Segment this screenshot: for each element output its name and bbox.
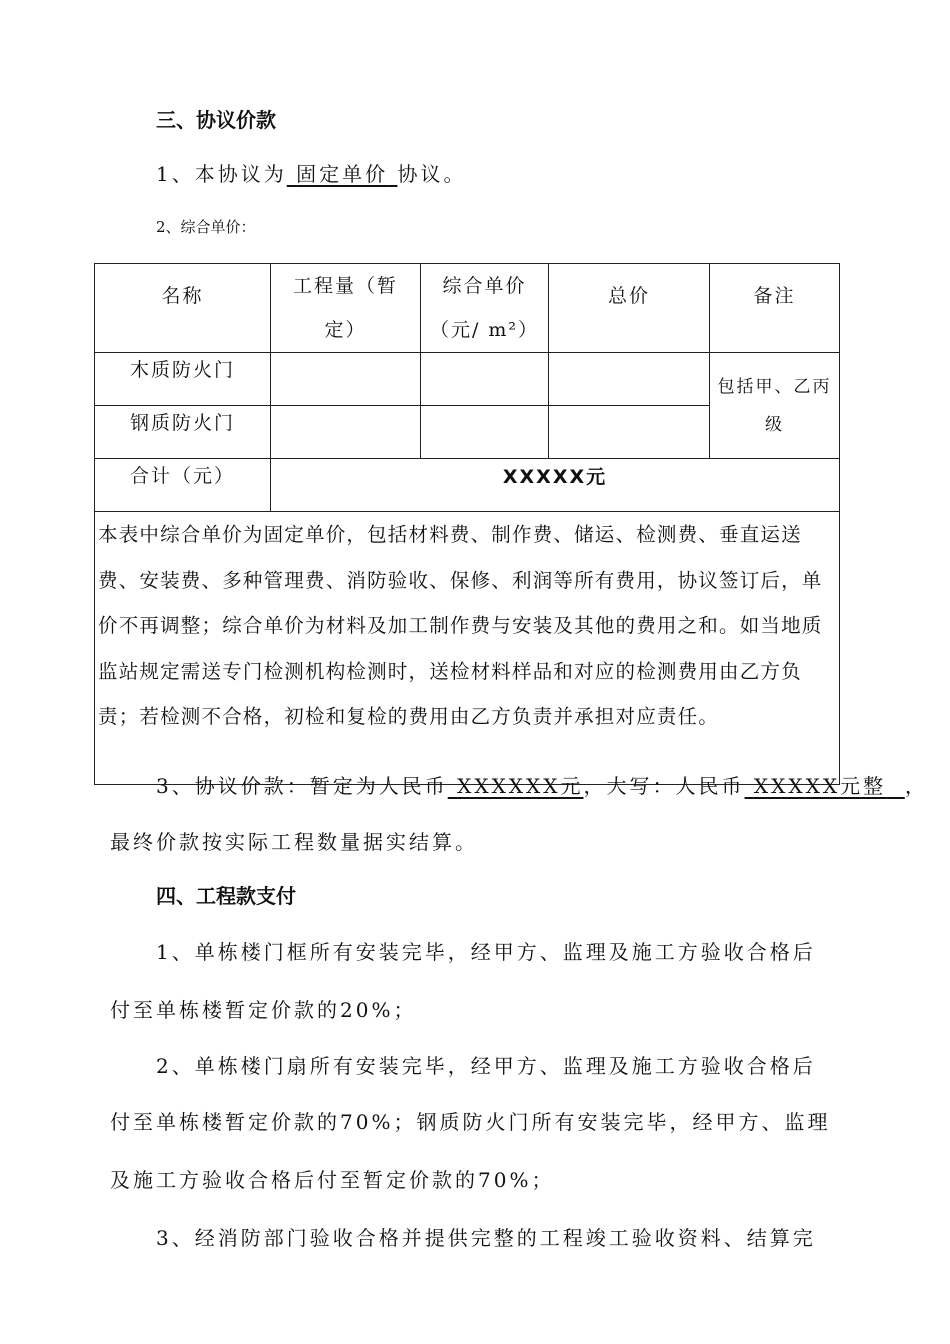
section-heading-3: 三、协议价款: [156, 108, 276, 132]
payment-clause-1-line2: 付至单栋楼暂定价款的20%；: [110, 998, 417, 1022]
agreement-price-line: [156, 770, 928, 799]
section-heading-4: 四、工程款支付: [156, 884, 296, 908]
row-unit-price: [421, 406, 549, 459]
agreement-price-prefix: 3、协议价款：暂定为人民币: [156, 774, 448, 798]
price-table: [94, 263, 840, 785]
agreement-type-prefix: 1、本协议为: [156, 162, 287, 186]
agreement-type-suffix: 协议。: [397, 162, 467, 186]
sum-row: [95, 459, 840, 512]
row-quantity: [271, 406, 421, 459]
row-total: [549, 353, 710, 406]
sum-label: 合计（元）: [95, 459, 271, 512]
header-remark: 备注: [710, 264, 840, 353]
table-header-row: [95, 264, 840, 353]
header-name: 名称: [95, 264, 271, 353]
row-name: 木质防火门: [95, 353, 271, 406]
agreement-type-line: [156, 158, 466, 187]
row-unit-price: [421, 353, 549, 406]
header-total: 总价: [549, 264, 710, 353]
header-quantity: 工程量（暂 定）: [271, 264, 421, 353]
payment-clause-3-line1: 3、经消防部门验收合格并提供完整的工程竣工验收资料、结算完: [156, 1226, 816, 1250]
agreement-type-value: 固定单价: [296, 162, 389, 186]
row-quantity: [271, 353, 421, 406]
unit-price-label: 2、综合单价：: [156, 218, 256, 236]
agreement-price-mid: ，大写：人民币: [583, 774, 745, 798]
row-total: [549, 406, 710, 459]
final-settlement-line: 最终价款按实际工程数量据实结算。: [110, 830, 478, 854]
row-name: 钢质防火门: [95, 406, 271, 459]
payment-clause-2-line2: 付至单栋楼暂定价款的70%；钢质防火门所有安装完毕，经甲方、监理: [110, 1110, 831, 1134]
agreement-price-end: ，: [904, 774, 928, 798]
sum-value: XXXXX元: [271, 459, 840, 512]
table-note: 本表中综合单价为固定单价，包括材料费、制作费、储运、检测费、垂直运送费、安装费、多种管理费、消防验收、保修、利润等所有费用，协议签订后，单价不再调整；综合单价为材料及加工制作费与安装及其他的费用之和。如当地质监站规定需送专门检测机构检测时，送检材料样品和对应的检测费用由乙方负责；若检测不合格，初检和复检的费用由乙方负责并承担对应责任。: [95, 512, 840, 785]
table-row: [95, 353, 840, 406]
payment-clause-2-line3: 及施工方验收合格后付至暂定价款的70%；: [110, 1168, 555, 1192]
payment-clause-2-line1: 2、单栋楼门扇所有安装完毕，经甲方、监理及施工方验收合格后: [156, 1054, 816, 1078]
header-unit-price: 综合单价 （元/ m²）: [421, 264, 549, 353]
remark-cell: 包括甲、乙丙 级: [710, 353, 840, 459]
agreement-price-words: XXXXX元整: [753, 774, 887, 798]
note-row: [95, 512, 840, 785]
payment-clause-1-line1: 1、单栋楼门框所有安装完毕，经甲方、监理及施工方验收合格后: [156, 940, 816, 964]
agreement-price-amount: XXXXXX元: [457, 774, 584, 798]
